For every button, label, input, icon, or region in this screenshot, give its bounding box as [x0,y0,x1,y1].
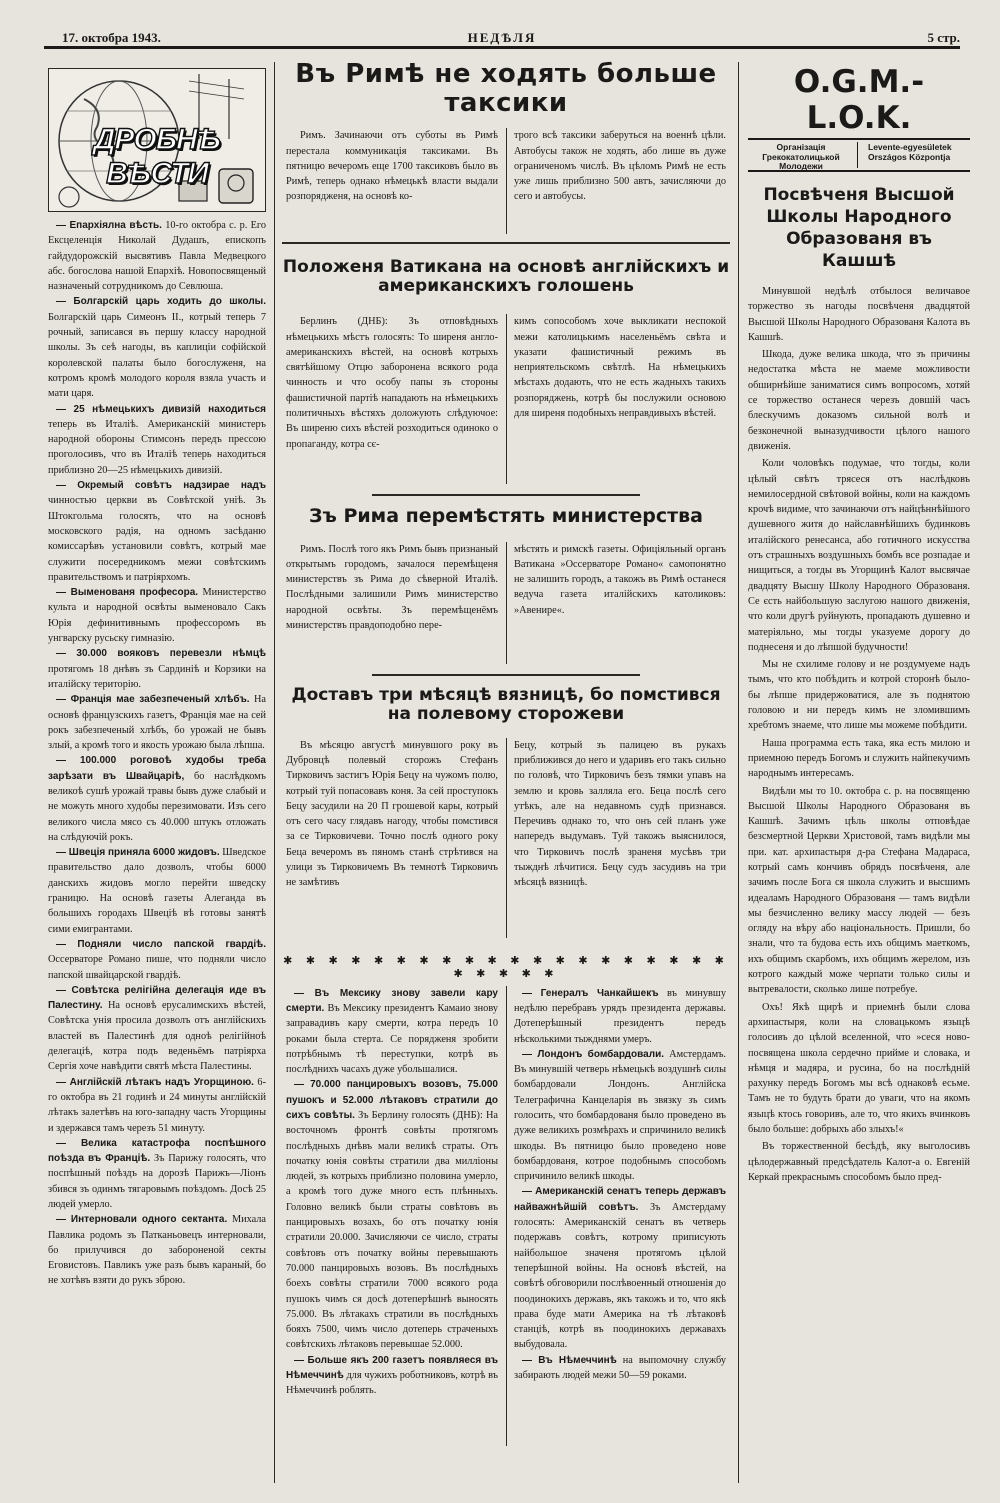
short-news-item [286,986,498,1078]
news-brief-text: На основѣ французскихъ газетъ, Францiя мае на сей рокъ забезпеченый хлѣбъ, бо урожай не бывъ злый, а кромѣ того и якость урожаю была лѣпша. [48,694,266,752]
section-rule [372,674,640,676]
short-news-divider [506,986,507,1446]
news-brief-list [48,218,266,1289]
consecration-paragraph: Шкода, дуже велика шкода, что зъ причины недостатка мѣста не маеме можливости обширнѣйше заниматися симъ вопросомъ, хотяй се торжество останеся черезъ довшiй часъ блескучимъ доказомъ сильной волѣ и безконечной выназудчивости цѣлого нашого движенiя. [748,349,970,452]
news-brief-lead: — 25 нѣмецькихъ дивизiй находиться [56,403,266,415]
news-brief-text: 6-го октобра въ 21 годинѣ и 24 минуты англiйскiй лѣтакъ залетѣвъ на юго-западну часть Угорщины и здержався тамъ черезъ 51 минуту. [48,1076,266,1134]
article-ministries-col2: мѣстять и римскѣ газеты. Офицiяльный органъ Ватикана »Оссерваторе Романо« самопонятно не залишить городъ, а такожъ въ Римѣ останеся ведуча газета италiйскихъ католиковъ: »Авенире«. [514,543,726,616]
news-brief [48,692,266,753]
column-divider-right [738,62,739,1483]
news-brief-lead: — Францiя мае забезпеченый хлѣбъ. [56,694,250,706]
news-brief [48,585,266,646]
article-prison-divider [506,738,507,938]
short-news-item [514,1047,726,1185]
news-brief-text: 10-го октобра с. р. Его Ексцеленцiя Николай Дудашъ, епископъ гайдудорожскiй высвятивъ Павла Медвецкого абс. богослова нашой Епархiѣ. Новопосвященый назначеный сотрудникомъ до Севлюша. [48,220,266,293]
short-news-item-text: Амстердамъ. Въ минувшiй четверь нѣмецькѣ воздушнѣ силы бомбардовали Лондонъ. Англiйска Телеграфична Канцеларiя въ звязку зъ симъ голосить, что бомбардованя было проведено въ дуже великихъ розмѣрахъ и спричинило великѣ шкоды. Въ пятницю было проведено нове бомбардованя, котрое подобнымъ способомъ спричинило великѣ шкоды. [514,1048,726,1183]
short-news-item [514,1184,726,1352]
news-brief-text: Болгарскiй царь Симеонъ II., котрый теперь 7 рочный, записався въ першу классу народной школы. Зъ сеѣ нагоды, въ каплицiи софiйской королевской палаты было богослуженя, на котромъ кромѣ молодого короля взяла участь и мати царя. [48,311,266,400]
short-news-item [286,1077,498,1352]
news-brief-lead: — Совѣтска релiгiйна делегацiя иде въ Палестину. [48,984,266,1012]
short-news-item [286,1353,498,1399]
short-news-item-text: Зъ Берлину голосять (ДНБ): На восточномъ фронтѣ совѣты протягомъ послѣдныхъ днѣвъ мали великѣ страты. Отъ початку юнiя совѣты стратили два миллiоны людей, зъ котрыхъ приблизно половина умерло, а кромѣ того дуже много есть плѣнныхъ. Головно великѣ были страты совѣтовъ въ панцировыхъ возахъ, бо отъ початку юнiя стратили 20.000. Зачисляючи се число, страты совѣтовъ отъ початку войны перевышають 70.000 панцировыхъ возовъ. Въ послѣдныхъ боехъ совѣты стратили 7000 всякого рода пушокъ чимъ ся досѣ дотеперѣшнѣ выносять 75.000. Въ лѣтакахъ стратили въ послѣдныхъ бояхъ 7500, чимъ число дотеперь страченыхъ совѣтскихъ лѣтаковъ перевышае 52.000. [286,1109,498,1351]
column-divider-left [274,62,275,1483]
short-news-item-lead: — Лондонъ бомбардовали. [522,1048,664,1060]
article-prison-col1: Въ мѣсяцю августѣ минувшого року въ Дубровцѣ полевый сторожъ Стефанъ Тирковичъ застигъ Юрiя Бецу на чужомъ полю, котрый туй попасовавъ коня. За сей проступокъ Бецу засудили на 20 П грошевой кары, котрый отъ сего часу глядавъ нагоду, чтобы помстився за се Тирковичеви. Точно послѣ одного року Беца вечеромъ въ пяномъ станѣ стрѣтився на улици зъ Тирковичемъ Въ темнотѣ Тирковичъ не замѣтивъ [286,739,498,889]
article-ministries [282,506,730,663]
ogm-subtitle: Органiзацiя Грекокатолицькой Молодежи [762,142,840,171]
consecration-title: Посвѣченя Высшой Школы Народного Образованя въ Кашшѣ [763,185,955,271]
article-ministries-divider [506,542,507,664]
consecration-paragraph: Наша программа есть така, яка есть милою и приемною передъ Богомъ и служить найпекучимъ народнымъ интересамъ. [748,737,970,780]
ogm-lok-subtitle-divider [857,142,858,168]
ogm-lok-column [748,64,970,1489]
article-taxis-col1: Римъ. Зачинаючи отъ суботы въ Римѣ перестала коммуникацiя таксиками. Въ пятницю вечеромъ еще 1700 таксиковъ было въ Римѣ, теперь однако нѣмецькѣ власти выдали розпорядженя, на основѣ ко- [286,130,498,203]
star-divider: ✱ ✱ ✱ ✱ ✱ ✱ ✱ ✱ ✱ ✱ ✱ ✱ ✱ ✱ ✱ ✱ ✱ ✱ ✱ ✱ ✱ ✱ ✱ ✱ ✱ [283,953,729,980]
news-brief [48,1136,266,1212]
news-brief [48,1075,266,1136]
short-news-item-text: Въ Мексику президентъ Камаио знову заправадивъ кару смерти, котра передъ 10 роками была стерта. Се порядженя зробити потрѣбнымъ тѣ переступки, котрѣ въ послѣднихъ часахъ дуже убольшалися. [286,1002,498,1076]
paper-name: НЕДѢЛЯ [467,30,537,45]
short-news-item-lead: — 70.000 панцировыхъ возовъ, 75.000 пушокъ и 52.000 лѣтаковъ стратили до сихъ совѣты. [286,1079,498,1121]
short-news-block [282,986,730,1446]
news-brief-text: чинностью церкви въ Совѣтской унiѣ. Зъ Штокгольма голосять, что на основѣ московского радiя, на одномъ засѣданю комиссарѣвъ установили совѣтъ, котрый мае служити посередникомъ межи совѣтскимъ правительствомъ и патрiярхомъ. [48,495,266,583]
news-brief-lead: — Болгарскiй царь ходить до школы. [56,296,266,308]
news-brief-text: теперь въ Италiѣ. Американскiй министеръ народной обороны Стимсонъ передъ прессою проголосивъ, что въ Италiѣ теперь находиться приблизно 20—25 нѣмецькихъ дивизiй. [48,418,266,476]
consecration-paragraph: Мы не схилиме голову и не роздумуеме надъ тымъ, что кто побѣдить и котрой сторонѣ было-бы лѣпше придержоватися, але зъ поднятою головою и ни передъ кимъ не зломившимъ хребтомъ знаеме, что лише мы можеме побѣдити. [748,659,970,732]
short-news-item-text: въ минувшу недѣлю перебравъ урядъ президента державы. Дотеперѣшный президентъ передъ нѣсколькими тыжднями умеръ. [514,987,726,1045]
news-brief-lead: — Велика катастрофа поспѣшного поѣзда въ Францiѣ. [48,1137,266,1165]
masthead [44,28,960,48]
news-brief [48,478,266,585]
news-brief-text: протягомъ 18 днѣвъ зъ Сардинiѣ и Корзики на италiйску територiю. [48,663,266,690]
consecration-paragraph: Видѣли мы то 10. октобра с. р. на посвященю Высшой Школы Народного Образованя въ Кашшѣ. Зачимъ цѣль школы отповѣдае безсмертной Церкви Христовой, тамъ видѣли мы при. кат. архипастыря д-ра Стефана Мадараса, котрый самъ кончивъ обрядъ посвѣченя, але зачимъ после Бога ся школа служить и высшимъ идеаламъ Народного Образованя — тамъ видѣли мы безчисленно велику массу людей — безъ огляду на вѣру або нацiональность. Пришли, бо знали, что та будова есть ихъ общимъ маеткомъ, ихъ общимъ скарбомъ, ихъ общимъ жерелом, изъ котрого каждый може черпати только силы и вытревалости, сколько лише потребуе. [748,785,970,996]
short-news-item-lead: — Въ Нѣмеччинѣ [522,1354,617,1366]
article-vatican-col2: кимъ сопособомъ хоче выкликати неспокой межи католицькимъ населеньёмъ свѣта и указати фашистичный режимъ въ неприятельскомъ свѣтлѣ. На нѣмецькихъ мѣстахъ додають, что не есть жадныхъ такихъ розпоряджень, котрѣ бы послужили основою для ширеня подобныхъ неправдивыхъ вѣстей. [514,316,726,420]
article-prison [282,686,730,938]
news-briefs-title: ДРОБНѢ ВѢСТИ [93,123,221,190]
news-brief [48,294,266,401]
news-brief [48,845,266,937]
short-news-item-lead: — Въ Мексику знову завели кару смерти. [286,987,498,1014]
news-briefs-logo [48,68,266,212]
news-brief-lead: — Англiйскiй лѣтакъ надъ Угорщиною. [56,1076,254,1088]
article-vatican-col1: Берлинъ (ДНБ): Зъ отповѣдныхъ нѣмецькихъ мѣстъ голосять: То ширеня англо-американскихъ вѣстей, на основѣ котрыхъ святѣйшому Отцю заборонена всякого рода чинность и что особу папы зъ стороны фашистичной партiѣ нападають на нѣмецькихъ политичныхъ вѣстяхъ доложують слѣдуючое: Въ ширеню сихъ вѣстей розходиться одинокo о пропаганду, котра сє- [286,316,498,450]
short-news-item [514,986,726,1047]
news-brief-text: бо наслѣдкомъ великоѣ сушѣ урожай травы бывъ дуже слабый и не можуть много худобы перезимовати. Изъ сего великого числа мясо съ 40.000 штукъ отложать на слѣдуючiй рокъ. [48,770,266,843]
section-rule [372,494,640,496]
news-brief-text: Оссерваторе Романо пише, что подняли число папской швайцарской гвардiѣ. [48,954,266,981]
consecration-paragraph: Минувшой недѣлѣ отбылося величавое торжество зъ нагоды посвѣченя двадцятой Высшой Школы Народного Образованя Калота въ Кашшѣ. [748,286,970,343]
consecration-paragraph: Охъ! Якѣ щирѣ и приемнѣ были слова архипастыря, коли на словацькомъ языцѣ голосивъ до цѣлой вселенной, что »сеся ново-посвящена школа сердечно прийме и словака, и нѣмця и мадяра, и русина, бо на послѣднiй рахунку передъ Богомъ мы всѣ однаковѣ есьме. Тамъ не то будуть брати до уваги, что на якомъ языцѣ ктось говоривъ, але то, что якихъ вчинковъ было больше: добрыхъ або злыхъ!« [748,1001,970,1136]
short-news-item-text: на выпомочну службу забирають людей межи 50—59 роками. [514,1354,726,1382]
news-brief [48,402,266,478]
news-briefs-column [48,68,266,1488]
news-brief-text: Министерство культа и народной освѣты выменовало Сакъ Юрiя дефинитивнымъ профессоромъ въ унгварску русьску гимназiю. [48,587,266,645]
short-news-item-lead: — Американскiй сенатъ теперь державъ найважнѣйшiй совѣтъ. [514,1186,726,1213]
news-brief-lead: — Выменованя професора. [56,587,199,599]
news-brief-lead: — 30.000 вояковъ перевезли нѣмцѣ [56,648,266,660]
consecration-paragraph: Въ торжественной бесѣдѣ, яку выголосивъ цѣлодержавный предсѣдатель Калот-а о. Евгенiй Керкай прекраснымъ способомъ было пред- [748,1141,970,1183]
news-brief [48,218,266,294]
news-brief-lead: — Интерновали одного сектанта. [56,1214,228,1226]
news-brief-text: Шведское правительство дало дозволъ, чтобы 6000 данскихъ жидовъ могло перейти шведску границю. На основѣ газеты Алеганда въ большихъ городахъ Швецiѣ вѣ готовы занятѣ сими емигрантами. [48,847,266,935]
news-brief-text: На основѣ ерусалимскихъ вѣстей, Совѣтска унiя просила дозволъ отъ англiйскихъ властей въ Палестинѣ для одноѣ релiгiйноѣ делегацiѣ, котра подъ веденьёмъ патрiярха Сергiя хоче навѣдити святѣ мѣста Палестины. [48,1000,266,1073]
article-taxis-divider [506,128,507,234]
short-news-item-text: для чужихъ роботниковъ, котрѣ въ Нѣмеччинѣ роблять. [286,1370,498,1397]
news-brief [48,646,266,692]
article-taxis [282,60,730,234]
article-ministries-col1: Римъ. Послѣ того якъ Римъ бывъ признаный открытымъ городомъ, зачалося перемѣщеня министерствъ зъ Рима до сѣверной Италiѣ. Послѣдными залишили Римъ министерство народной освѣты. Зъ перемѣщенёмъ министерствъ правдоподобно пере- [286,543,498,632]
news-brief [48,937,266,983]
article-vatican-divider [506,314,507,484]
news-brief [48,753,266,845]
news-brief-lead: — Подняли число папской гвардiѣ. [56,938,266,950]
news-brief-text: Зъ Парижу голосять, что поспѣшный поѣздъ на дорозѣ Парижъ—Лiонъ збився зъ одинмъ тягаровымъ поѣздомъ. Досѣ 25 людей умерло. [48,1153,266,1210]
news-brief-lead: — Швецiя приняла 6000 жидовъ. [56,847,220,859]
ogm-lok-banner: O.G.M.-L.O.K. [793,64,925,136]
short-news-item-lead: — Больше якъ 200 газетъ появляеся въ Нѣмеччинѣ [286,1354,498,1382]
center-column [282,60,730,1490]
article-prison-title: Доставъ три мѣсяцѣ вязницѣ, бо помстився на полевому сторожеви [291,684,721,724]
article-taxis-title: Въ Римѣ не ходять больше таксики [295,60,717,119]
section-rule [282,242,730,244]
masthead-rule [44,46,960,49]
short-news-item-lead: — Генералъ Чанкайшекъ [522,987,659,999]
consecration-paragraph: Коли чоловѣкъ подумае, что тогды, коли цѣлый свѣтъ трясеся отъ наслѣдковъ немилосердной свѣтовой войны, коли на каждомъ крочѣ видиме, что зачинаючи отъ найцѣннѣйшого душевного житя до найславнѣйшихъ будинковъ италiйского ренесанса, або готичного искусства отъ страшныхъ воздушныхъ бомбъ все розпадае и нищиться, а тогды въ Угорщинѣ Калот высвячае двадцяту Высшу Школу Народного Образованя. Се єсть найбольшую заслугою нашого движенiя, что коли другѣ руйнують, пропадають душевно и матерiяльно, мы тогды указуеме дорогу до поднесеня и до лѣпшой будучности! [748,458,970,653]
article-taxis-col2: трого всѣ таксики заберуться на военнѣ цѣли. Автобусы також не ходять, або лише въ дуже ограниченомъ числѣ. Въ цѣломъ Римѣ не есть уже лишь приблизно 500 автъ, зачисляючи до сего и автобусы. [514,130,726,203]
news-brief-lead: — 100.000 роговоѣ худобы треба зарѣзати въ Швайцарiѣ, [48,755,266,782]
issue-date: 17. октобра 1943. [62,30,161,45]
consecration-article [748,284,970,1185]
news-brief [48,983,266,1075]
ogm-lok-subtitle [748,138,970,172]
page-number: 5 стр. [927,30,960,45]
news-brief-text: Михала Павлика родомъ зъ Патканьовецъ интерновали, бо прилучився до забороненой секты Еговистовъ. Павликъ уже разъ бывъ караный, бо не хотѣвъ взяти до рукъ зброю. [48,1214,266,1287]
short-news-col1 [286,986,498,1399]
lok-subtitle: Levente-egyesületek Országos Központja [868,142,952,162]
short-news-item [514,1353,726,1384]
news-brief-lead: — Епархiялна вѣсть. [56,220,162,231]
article-ministries-title: Зъ Рима перемѣстять министерства [309,505,703,528]
news-brief-lead: — Окремый совѣтъ надзирае надъ [56,480,266,492]
news-brief [48,1212,266,1288]
article-vatican [282,258,730,484]
article-prison-col2: Бецу, котрый зъ палицею въ рукахъ приближився до него и ударивъ его такъ сильно по головѣ, что Тирковичъ безъ тямки упавъ на землю и кровь залляла его. Беца послѣ сего утѣкъ, але на недавномъ судѣ признався. Перечивъ однако то, что онъ сей планъ уже напередъ выдумавъ. Туй такожъ выяснилося, что Тирковичъ послѣ зраненя мусѣвъ три тыжднѣ лѣчитися. Бецу судъ засудивъ на три мѣсяцѣ вязницѣ. [514,739,726,889]
short-news-col2 [514,986,726,1384]
short-news-item-text: Зъ Амстердаму голосять: Американскiй сенатъ въ четверь подержавъ совѣтъ, котрому приписують найбольшое значеня протягомъ цѣлой теперѣшной войны. На основѣ вѣстей, на совѣтѣ обговорили послѣвоенный отношенiя до поодинокихъ державъ, якъ такожъ и то, что якѣ права буде мати Америка на тѣ лѣтаковѣ станцiѣ, котрѣ въ поодинокихъ державахъ выбудовала. [514,1201,727,1351]
article-vatican-title: Положеня Ватикана на основѣ англiйскихъ и американскихъ голошень [282,257,730,297]
